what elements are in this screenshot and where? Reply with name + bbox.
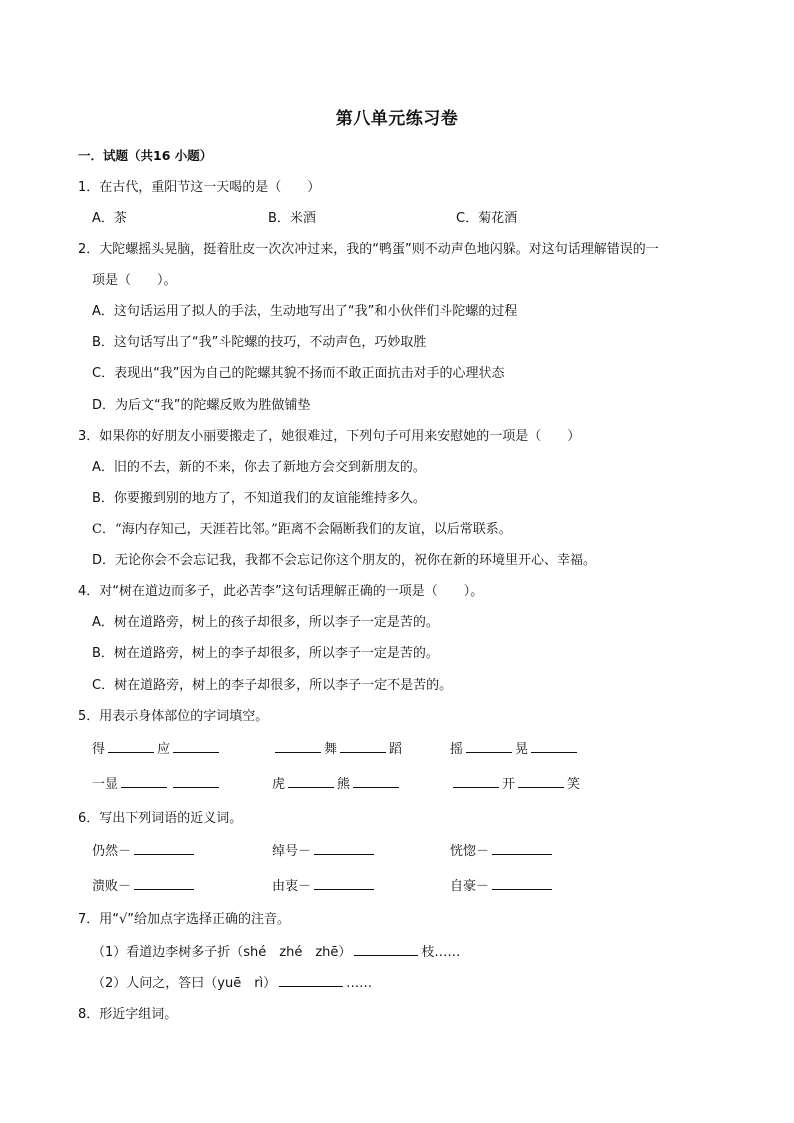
page-title: 第八单元练习卷	[335, 109, 459, 129]
answer-blank[interactable]	[275, 740, 321, 753]
answer-blank[interactable]	[134, 842, 194, 855]
question-7-stem: 7．用“√”给加点字选择正确的注音。	[78, 912, 291, 927]
answer-blank[interactable]	[314, 842, 374, 855]
question-5-item-4: 一显	[92, 773, 222, 792]
question-1-option-b: B．米酒	[268, 211, 316, 226]
question-2-option-b: B．这句话写出了“我”斗陀螺的技巧，不动声色，巧妙取胜	[92, 335, 427, 350]
answer-blank[interactable]	[340, 740, 386, 753]
question-1-option-c: C．菊花酒	[456, 211, 518, 226]
question-1-option-a: A．茶	[92, 211, 127, 226]
question-4-option-b: B．树在道路旁，树上的李子却很多，所以李子一定是苦的。	[92, 646, 439, 661]
answer-blank[interactable]	[531, 740, 577, 753]
question-6-item-1: 仍然－	[92, 840, 197, 859]
question-7-sub-2: （2）人问之，答曰（yuē rì） ……	[92, 976, 373, 991]
question-3-stem: 3．如果你的好朋友小丽要搬走了，她很难过，下列句子可用来安慰她的一项是（ ）	[78, 429, 581, 444]
question-2-option-d: D．为后文“我”的陀螺反败为胜做铺垫	[92, 398, 311, 413]
question-3-option-d: D．无论你会不会忘记我，我都不会忘记你这个朋友的，祝你在新的环境里开心、幸福。	[92, 553, 597, 568]
answer-blank[interactable]	[288, 775, 334, 788]
answer-blank[interactable]	[353, 775, 399, 788]
question-2-option-a: A．这句话运用了拟人的手法，生动地写出了“我”和小伙伴们斗陀螺的过程	[92, 304, 518, 319]
question-6-item-2: 绰号－	[272, 840, 377, 859]
question-3-option-a: A．旧的不去，新的不来，你去了新地方会交到新朋友的。	[92, 460, 426, 475]
answer-blank[interactable]	[134, 877, 194, 890]
question-4-option-c: C．树在道路旁，树上的李子却很多，所以李子一定不是苦的。	[92, 678, 453, 693]
answer-blank[interactable]	[121, 775, 167, 788]
question-1-stem: 1．在古代，重阳节这一天喝的是（ ）	[78, 180, 321, 195]
question-2-option-c: C．表现出“我”因为自己的陀螺其貌不扬而不敢正面抗击对手的心理状态	[92, 366, 505, 381]
section-heading: 一．试题（共16 小题）	[78, 148, 213, 163]
answer-blank[interactable]	[314, 877, 374, 890]
question-5-item-2: 舞 蹈	[272, 738, 402, 757]
question-6-stem: 6．写出下列词语的近义词。	[78, 811, 243, 826]
question-6-item-6: 自豪－	[450, 875, 555, 894]
answer-blank[interactable]	[466, 740, 512, 753]
question-4-option-a: A．树在道路旁，树上的孩子却很多，所以李子一定是苦的。	[92, 615, 439, 630]
question-8-stem: 8．形近字组词。	[78, 1007, 178, 1022]
question-7-sub-1: （1）看道边李树多子折（shé zhé zhē） 枝……	[92, 945, 461, 960]
answer-blank[interactable]	[108, 740, 154, 753]
question-3-option-b: B．你要搬到别的地方了，不知道我们的友谊能维持多久。	[92, 491, 426, 506]
answer-blank[interactable]	[173, 775, 219, 788]
question-6-item-3: 恍惚－	[450, 840, 555, 859]
answer-blank[interactable]	[453, 775, 499, 788]
answer-blank[interactable]	[354, 943, 418, 956]
answer-blank[interactable]	[492, 877, 552, 890]
answer-blank[interactable]	[279, 974, 343, 987]
question-5-item-3: 摇 晃	[450, 738, 580, 757]
answer-blank[interactable]	[492, 842, 552, 855]
question-5-item-1: 得 应	[92, 738, 222, 757]
question-5-item-6: 开 笑	[450, 773, 580, 792]
question-5-stem: 5．用表示身体部位的字词填空。	[78, 709, 269, 724]
question-3-option-c: C．“海内存知己，天涯若比邻。”距离不会隔断我们的友谊，以后常联系。	[92, 522, 512, 537]
question-2-stem-cont: 项是（ ）。	[92, 273, 177, 288]
question-6-item-4: 溃败－	[92, 875, 197, 894]
question-5-item-5: 虎 熊	[272, 773, 402, 792]
answer-blank[interactable]	[518, 775, 564, 788]
answer-blank[interactable]	[173, 740, 219, 753]
question-6-item-5: 由衷－	[272, 875, 377, 894]
question-2-stem: 2．大陀螺摇头晃脑，挺着肚皮一次次冲过来，我的“鸭蛋”则不动声色地闪躲。对这句话理解错误的一	[78, 242, 659, 257]
question-4-stem: 4．对“树在道边而多子，此必苦李”这句话理解正确的一项是（ ）。	[78, 584, 484, 599]
